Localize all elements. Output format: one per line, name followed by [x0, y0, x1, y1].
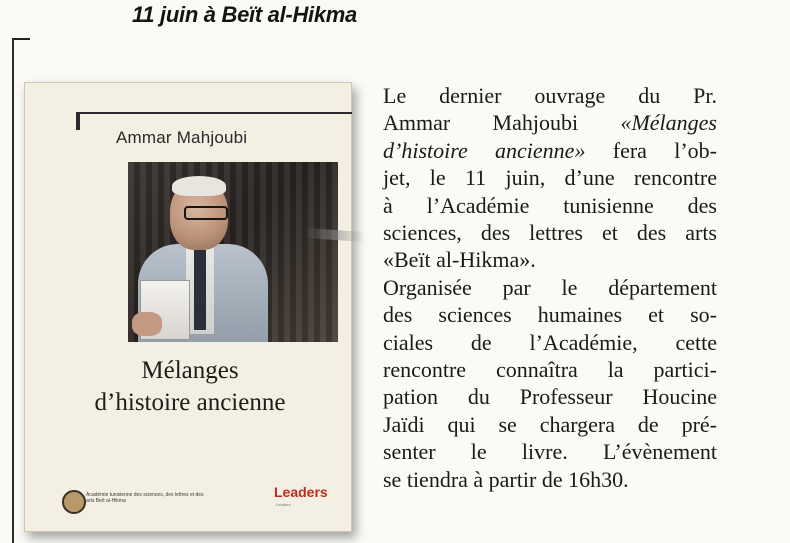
photo-hair	[172, 176, 226, 196]
article-line	[383, 246, 717, 273]
article-line	[383, 301, 717, 328]
article-body	[383, 82, 717, 493]
article-line	[383, 274, 717, 301]
article-line-text: Organisée par le département	[383, 274, 717, 300]
article-line	[383, 137, 717, 164]
article-line	[383, 356, 717, 383]
article-line-text: senter le livre. L’évènement	[383, 439, 717, 465]
cover-rule-corner	[76, 112, 80, 130]
article-line-text: Ammar Mahjoubi	[383, 110, 621, 136]
headline: 11 juin à Beït al-Hikma	[132, 2, 357, 27]
article-line-text: fera l’ob-	[585, 137, 718, 163]
article-line	[383, 164, 717, 191]
article-line	[383, 192, 717, 219]
cover-title-line1: Mélanges	[141, 357, 239, 384]
article-line-text: ciales de l’Académie, cette	[383, 329, 717, 355]
article-line-text: rencontre connaîtra la partici-	[383, 357, 717, 383]
photo-hand	[132, 312, 162, 336]
article-line	[383, 466, 717, 493]
photo-tie	[194, 250, 206, 330]
article-line-text: pation du Professeur Houcine	[383, 384, 717, 410]
leaders-logo-sub: Leaders	[276, 502, 291, 507]
frame-rule-top	[12, 38, 30, 40]
cover-title-line2: d’histoire ancienne	[94, 389, 286, 416]
academy-seal-icon	[62, 490, 86, 514]
article-line	[383, 329, 717, 356]
publisher-text: Académie tunisienne des sciences, des lettres et des arts Beït al-Hikma	[86, 492, 204, 504]
photo-glasses	[184, 206, 228, 220]
article-line-italic: d’histoire ancienne»	[383, 137, 586, 163]
article-line-italic: «Mélanges	[620, 110, 717, 136]
article-line	[383, 219, 717, 246]
article-line-text: Le dernier ouvrage du Pr.	[383, 83, 717, 108]
article-line	[383, 383, 717, 410]
article-line-text: à l’Académie tunisienne des	[383, 192, 717, 218]
author-photo	[128, 162, 338, 342]
article-line	[383, 82, 717, 109]
article-line-text: des sciences humaines et so-	[383, 302, 717, 328]
article-line-text: sciences, des lettres et des arts	[383, 220, 717, 246]
article-line-text: Jaïdi qui se chargera de pré-	[383, 411, 717, 437]
article-line-text: «Beït al-Hikma».	[383, 247, 536, 273]
article-line-text: jet, le 11 juin, d’une rencontre	[383, 165, 717, 191]
cover-title	[40, 355, 340, 419]
cover-rule	[76, 112, 352, 114]
article-line	[383, 411, 717, 438]
article-line	[383, 109, 717, 136]
leaders-logo: Leaders	[274, 484, 328, 500]
article-line-text: se tiendra à partir de 16h30.	[383, 466, 629, 492]
frame-rule-left	[12, 38, 14, 543]
cover-author: Ammar Mahjoubi	[116, 128, 248, 147]
article-line	[383, 438, 717, 465]
